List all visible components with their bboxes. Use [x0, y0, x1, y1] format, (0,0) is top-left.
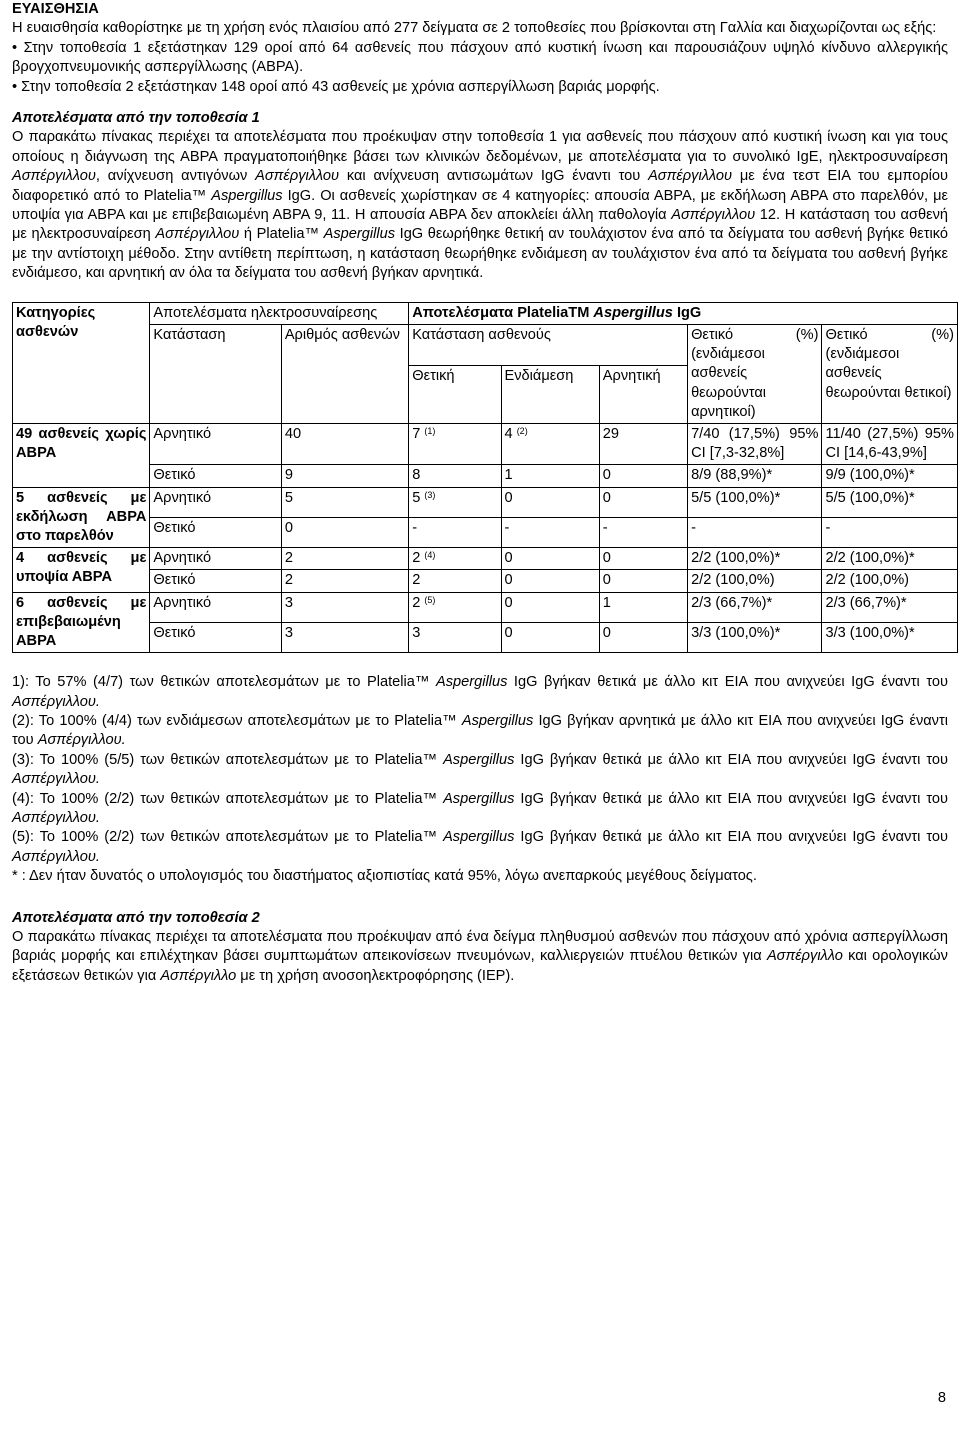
- positive-cell: 5 $^{(3)}$: [409, 487, 501, 517]
- count-cell: 9: [281, 465, 408, 487]
- negative-cell: 1: [599, 592, 687, 622]
- footnote-2: (2): Το 100% (4/4) των ενδιάμεσων αποτελεσμάτων με το Platelia™ Aspergillus IgG βγήκαν αρνητικά με άλλο κιτ EIA που ανιχνεύει IgG έναντι του Ασπέργιλλου.: [12, 712, 948, 749]
- intermediate-cell: 0: [501, 622, 599, 652]
- table-row: [13, 487, 958, 517]
- category-cell: 5 ασθενείς με εκδήλωση ΑΒΡΑ στο παρελθόν: [13, 487, 150, 548]
- state-cell: Θετικό: [150, 517, 281, 547]
- state-cell: Θετικό: [150, 465, 281, 487]
- table-row: [13, 592, 958, 622]
- site2-heading: Αποτελέσματα από την τοποθεσία 2: [12, 909, 260, 926]
- intermediate-cell: 4 $^{(2)}$: [501, 423, 599, 464]
- header-categories: Κατηγορίες ασθενών: [13, 302, 150, 423]
- footnote-3: (3): Το 100% (5/5) των θετικών αποτελεσμάτων με το Platelia™ Aspergillus IgG βγήκαν θετικά με άλλο κιτ EIA που ανιχνεύει IgG έναντι του Ασπέργιλλου.: [12, 751, 948, 788]
- percent-b-cell: -: [822, 517, 958, 547]
- percent-a-cell: 3/3 (100,0%)*: [688, 622, 822, 652]
- category-cell: 49 ασθενείς χωρίς ΑΒΡΑ: [13, 423, 150, 487]
- results-table: [12, 302, 958, 653]
- positive-cell: 7 $^{(1)}$: [409, 423, 501, 464]
- intermediate-cell: 0: [501, 548, 599, 570]
- positive-cell: 2: [409, 570, 501, 592]
- state-cell: Αρνητικό: [150, 592, 281, 622]
- header-state: Κατάσταση: [150, 324, 281, 423]
- site2-paragraph: Ο παρακάτω πίνακας περιέχει τα αποτελέσματα που προέκυψαν από ένα δείγμα πληθυσμού ασθενών που πάσχουν από χρόνια ασπεργίλλωση βαριάς μορφής και επιλέχτηκαν βάσει συμπτωμάτων απεικονίσεων πνευμόνων, καλλιεργειών πτυέλου θετικών για Ασπέργιλλο και ορολογικών εξετάσεων θετικών για Ασπέργιλλο με τη χρήση ανοσοηλεκτροφόρησης (IEP).: [12, 929, 948, 984]
- percent-b-cell: 5/5 (100,0%)*: [822, 487, 958, 517]
- intermediate-cell: 0: [501, 487, 599, 517]
- header-platelia: Αποτελέσματα PlateliaTM Aspergillus IgG: [409, 302, 958, 324]
- negative-cell: 29: [599, 423, 687, 464]
- percent-b-cell: 3/3 (100,0%)*: [822, 622, 958, 652]
- page-number: 8: [937, 1390, 946, 1406]
- table-row: [13, 548, 958, 570]
- header-negative: Αρνητική: [599, 365, 687, 423]
- percent-a-cell: 2/2 (100,0%): [688, 570, 822, 592]
- site1-heading: Αποτελέσματα από την τοποθεσία 1: [12, 110, 260, 127]
- percent-b-cell: 11/40 (27,5%) 95% CI [14,6-43,9%]: [822, 423, 958, 464]
- header-patient-state: Κατάσταση ασθενούς: [409, 324, 688, 365]
- document-page: [12, 0, 954, 986]
- positive-cell: 2 $^{(5)}$: [409, 592, 501, 622]
- percent-b-cell: 2/2 (100,0%): [822, 570, 958, 592]
- intermediate-cell: 0: [501, 592, 599, 622]
- bullet-site-1: • Στην τοποθεσία 1 εξετάστηκαν 129 οροί από 64 ασθενείς που πάσχουν από κυστική ίνωση και παρουσιάζουν υψηλό κίνδυνο αλλεργικής βρογχοπνευμονικής ασπεργίλλωσης (ΑΒΡΑ).: [12, 39, 948, 76]
- positive-cell: 2 $^{(4)}$: [409, 548, 501, 570]
- negative-cell: -: [599, 517, 687, 547]
- count-cell: 0: [281, 517, 408, 547]
- count-cell: 2: [281, 570, 408, 592]
- count-cell: 3: [281, 622, 408, 652]
- intermediate-cell: 1: [501, 465, 599, 487]
- positive-cell: -: [409, 517, 501, 547]
- percent-a-cell: 7/40 (17,5%) 95% CI [7,3-32,8%]: [688, 423, 822, 464]
- bullet-site-2: • Στην τοποθεσία 2 εξετάστηκαν 148 οροί από 43 ασθενείς με χρόνια ασπεργίλλωση βαριάς μορφής.: [12, 78, 660, 95]
- negative-cell: 0: [599, 570, 687, 592]
- negative-cell: 0: [599, 465, 687, 487]
- percent-a-cell: 2/2 (100,0%)*: [688, 548, 822, 570]
- count-cell: 3: [281, 592, 408, 622]
- footnote-5: (5): Το 100% (2/2) των θετικών αποτελεσμάτων με το Platelia™ Aspergillus IgG βγήκαν θετικά με άλλο κιτ EIA που ανιχνεύει IgG έναντι του Ασπέργιλλου.: [12, 829, 948, 865]
- negative-cell: 0: [599, 622, 687, 652]
- table-row: [13, 570, 958, 592]
- table-row: [13, 465, 958, 487]
- count-cell: 2: [281, 548, 408, 570]
- count-cell: 5: [281, 487, 408, 517]
- percent-b-cell: 9/9 (100,0%)*: [822, 465, 958, 487]
- header-positive-int-negative: Θετικό (%) (ενδιάμεσοι ασθενείς θεωρούνται αρνητικοί): [688, 324, 822, 423]
- percent-a-cell: -: [688, 517, 822, 547]
- state-cell: Αρνητικό: [150, 548, 281, 570]
- state-cell: Θετικό: [150, 570, 281, 592]
- header-electrosyneresis: Αποτελέσματα ηλεκτροσυναίρεσης: [150, 302, 409, 324]
- intro-paragraph: Η ευαισθησία καθορίστηκε με τη χρήση ενός πλαισίου από 277 δείγματα σε 2 τοποθεσίες που βρίσκονται στη Γαλλία και διαχωρίζονται ως εξής:: [12, 20, 937, 37]
- footnote-star: * : Δεν ήταν δυνατός ο υπολογισμός του διαστήματος αξιοπιστίας κατά 95%, λόγω ανεπαρκούς μεγέθους δείγματος.: [12, 868, 757, 885]
- category-cell: 6 ασθενείς με επιβεβαιωμένη ΑΒΡΑ: [13, 592, 150, 653]
- intermediate-cell: 0: [501, 570, 599, 592]
- negative-cell: 0: [599, 487, 687, 517]
- state-cell: Αρνητικό: [150, 423, 281, 464]
- intermediate-cell: -: [501, 517, 599, 547]
- percent-a-cell: 5/5 (100,0%)*: [688, 487, 822, 517]
- state-cell: Αρνητικό: [150, 487, 281, 517]
- percent-b-cell: 2/3 (66,7%)*: [822, 592, 958, 622]
- footnote-1: 1): Το 57% (4/7) των θετικών αποτελεσμάτων με το Platelia™ Aspergillus IgG βγήκαν θετικά με άλλο κιτ EIA που ανιχνεύει IgG έναντι του Ασπέργιλλου.: [12, 674, 948, 710]
- table-row: [13, 423, 958, 464]
- positive-cell: 8: [409, 465, 501, 487]
- header-patient-count: Αριθμός ασθενών: [281, 324, 408, 423]
- footnote-4: (4): Το 100% (2/2) των θετικών αποτελεσμάτων με το Platelia™ Aspergillus IgG βγήκαν θετικά με άλλο κιτ EIA που ανιχνεύει IgG έναντι του Ασπέργιλλου.: [12, 790, 948, 826]
- negative-cell: 0: [599, 548, 687, 570]
- section-title: ΕΥΑΙΣΘΗΣΙΑ: [12, 1, 99, 17]
- percent-b-cell: 2/2 (100,0%)*: [822, 548, 958, 570]
- percent-a-cell: 8/9 (88,9%)*: [688, 465, 822, 487]
- header-positive-int-positive: Θετικό (%) (ενδιάμεσοι ασθενείς θεωρούνται θετικοί): [822, 324, 958, 423]
- table-row: [13, 622, 958, 652]
- positive-cell: 3: [409, 622, 501, 652]
- state-cell: Θετικό: [150, 622, 281, 652]
- site1-paragraph: Ο παρακάτω πίνακας περιέχει τα αποτελέσματα που προέκυψαν στην τοποθεσία 1 για ασθενείς που πάσχουν από κυστική ίνωση και για τους οποίους η διάγνωση της ΑΒΡΑ πραγματοποιήθηκε βάσει των κλινικών δεδομένων, με αποτελέσματα για το συνολικό IgE, ηλεκτροσυναίρεση Ασπέργιλλου, ανίχνευση αντιγόνων Ασπέργιλλου και ανίχνευση αντισωμάτων IgG έναντι του Ασπέργιλλου με ένα τεστ EIA του εμπορίου διαφορετικό από το Platelia™ Aspergillus IgG. Οι ασθενείς χωρίστηκαν σε 4 κατηγορίες: απουσία ΑΒΡΑ, με εκδήλωση ΑΒΡΑ στο παρελθόν, με υποψία για ΑΒΡΑ και με επιβεβαιωμένη ΑΒΡΑ 9, 11. Η απουσία ΑΒΡΑ δεν αποκλείει άλλη παθολογία Ασπέργιλλου 12. Η κατάσταση του ασθενή με ηλεκτροσυναίρεση Ασπέργιλλου ή Platelia™ Aspergillus IgG θεωρήθηκε θετική αν τουλάχιστον ένα από τα δείγματα του ασθενή βγήκε θετικό με την αντίστοιχη μέθοδο. Στην αντίθετη περίπτωση, η κατάσταση θεωρήθηκε ενδιάμεση αν τουλάχιστον ένα από τα δείγματα του ασθενή βγήκε ενδιάμεσο, και αρνητική αν όλα τα δείγματα του ασθενή βγήκαν αρνητικά.: [12, 129, 949, 282]
- percent-a-cell: 2/3 (66,7%)*: [688, 592, 822, 622]
- category-cell: 4 ασθενείς με υποψία ΑΒΡΑ: [13, 548, 150, 592]
- footnotes: [12, 673, 948, 886]
- table-row: [13, 517, 958, 547]
- count-cell: 40: [281, 423, 408, 464]
- header-positive: Θετική: [409, 365, 501, 423]
- header-intermediate: Ενδιάμεση: [501, 365, 599, 423]
